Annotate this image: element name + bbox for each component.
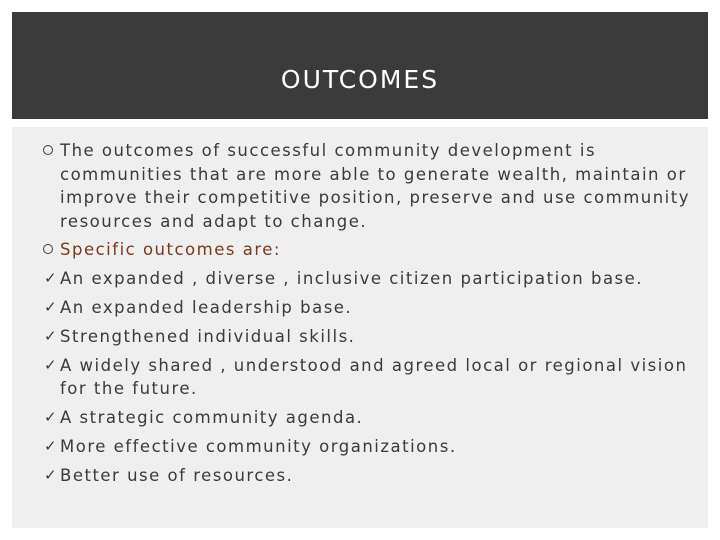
checkmark-icon: ✓	[44, 466, 57, 484]
list-item-text: Strengthened individual skills.	[60, 326, 356, 346]
list-item	[46, 296, 696, 320]
circle-bullet-icon	[43, 244, 53, 254]
list-item-text: Specific outcomes are:	[60, 240, 281, 259]
slide-header	[12, 12, 708, 119]
slide-content	[12, 127, 708, 528]
list-item-text: An expanded leadership base.	[60, 297, 353, 317]
list-item	[46, 354, 696, 401]
checkmark-icon: ✓	[44, 268, 57, 287]
slide-title: OUTCOMES	[280, 65, 440, 94]
list-item-text: A strategic community agenda.	[60, 408, 364, 427]
list-item-text: An expanded , diverse , inclusive citizen participation base.	[60, 268, 644, 288]
list-item	[46, 325, 696, 349]
bullet-list	[46, 139, 696, 493]
circle-bullet-icon	[43, 145, 53, 155]
list-item	[46, 238, 696, 262]
checkmark-icon: ✓	[44, 408, 57, 426]
list-item	[46, 267, 696, 291]
list-item	[46, 406, 696, 430]
checkmark-icon: ✓	[44, 326, 57, 345]
list-item-text: Better use of resources.	[60, 466, 294, 485]
list-item	[46, 435, 696, 459]
list-item	[46, 464, 696, 488]
checkmark-icon: ✓	[44, 297, 57, 316]
list-item-text: The outcomes of successful community development is communities that are more able to generate wealth, maintain or improve their competitive position, preserve and use community resources and adapt to change.	[60, 141, 690, 231]
list-item-text: More effective community organizations.	[60, 437, 457, 456]
checkmark-icon: ✓	[44, 437, 57, 455]
checkmark-icon: ✓	[44, 355, 57, 374]
list-item-text: A widely shared , understood and agreed local or regional vision for the future.	[60, 355, 688, 398]
list-item	[46, 139, 696, 233]
